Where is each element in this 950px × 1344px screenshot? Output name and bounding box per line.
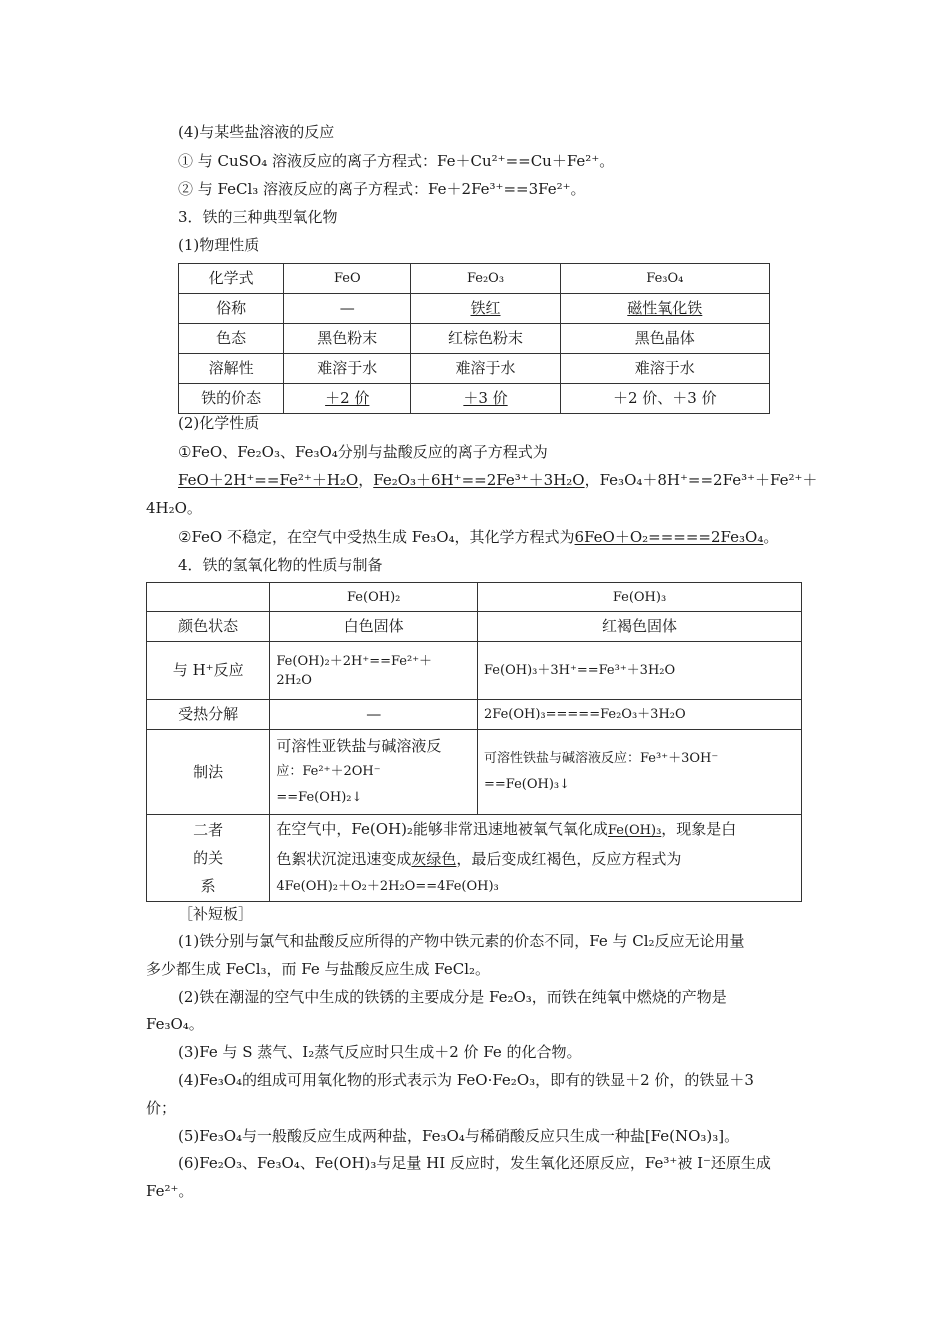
table-cell: 与 H⁺反应	[147, 642, 270, 700]
cell-line	[276, 845, 795, 873]
table-row	[147, 815, 802, 902]
cell-line: 可溶性铁盐与碱溶液反应：Fe³⁺＋3OH⁻	[484, 751, 719, 766]
table-row	[147, 700, 802, 730]
text: 在空气中，Fe(OH)₂能够非常迅速地被氧气氧化成	[276, 820, 608, 838]
subsection-heading: (1)物理性质	[178, 236, 260, 254]
table-cell	[478, 730, 802, 815]
text: ②FeO 不稳定，在空气中受热生成 Fe₃O₄，其化学方程式为	[178, 528, 575, 546]
table-cell: 难溶于水	[411, 354, 560, 384]
paragraph: (4)Fe₃O₄的组成可用氧化物的形式表示为 FeO·Fe₂O₃，即有的铁显＋2 价，的铁显＋3	[178, 1071, 754, 1089]
table-cell: —	[270, 700, 478, 730]
equation: ，Fe₃O₄＋8H⁺==2Fe³⁺＋Fe²⁺＋	[584, 471, 818, 489]
table-cell: 颜色状态	[147, 612, 270, 642]
table-cell: 制法	[147, 730, 270, 815]
equation-line	[178, 470, 817, 490]
table-cell	[270, 815, 802, 902]
table-cell: 白色固体	[270, 612, 478, 642]
table-cell: Fe₃O₄	[560, 264, 769, 294]
table-cell: ＋2 价、＋3 价	[560, 384, 769, 414]
separator: ，	[358, 471, 374, 489]
table-cell: 受热分解	[147, 700, 270, 730]
table-cell: 红棕色粉末	[411, 324, 560, 354]
table-cell	[270, 730, 478, 815]
punctuation: 。	[763, 528, 779, 546]
supplement-heading: ［补短板］	[178, 905, 254, 923]
oxide-properties-table	[178, 263, 770, 414]
cell-line: 2H₂O	[276, 672, 312, 688]
table-row	[179, 324, 770, 354]
section-heading: 3．铁的三种典型氧化物	[178, 208, 338, 226]
paragraph: ② 与 FeCl₃ 溶液反应的离子方程式：Fe＋2Fe³⁺==3Fe²⁺。	[178, 180, 586, 198]
table-row	[147, 730, 802, 815]
table-row	[147, 583, 802, 612]
cell-line	[276, 815, 795, 845]
table-cell: FeO	[284, 264, 411, 294]
equation: FeO＋2H⁺==Fe²⁺＋H₂O	[178, 471, 359, 489]
table-cell: 红褐色固体	[478, 612, 802, 642]
table-row	[147, 642, 802, 700]
cell-line: Fe(OH)₂＋2H⁺==Fe²⁺＋	[276, 653, 433, 669]
equation-continuation: 4H₂O。	[146, 499, 202, 517]
table-cell: 磁性氧化铁	[560, 294, 769, 324]
equation: Fe₂O₃＋6H⁺==2Fe³⁺＋3H₂O	[373, 471, 585, 489]
table-cell: 铁红	[411, 294, 560, 324]
paragraph: (3)Fe 与 S 蒸气、I₂蒸气反应时只生成＋2 价 Fe 的化合物。	[178, 1043, 582, 1061]
table-cell: 铁的价态	[179, 384, 284, 414]
table-cell: —	[284, 294, 411, 324]
cell-line: 二者	[193, 821, 224, 839]
paragraph	[178, 527, 778, 547]
paragraph: Fe₃O₄。	[146, 1015, 204, 1033]
hydroxide-properties-table	[146, 582, 802, 902]
section-heading: (4)与某些盐溶液的反应	[178, 123, 335, 141]
cell-line: 应：Fe²⁺＋2OH⁻	[276, 764, 381, 779]
text: 灰绿色	[411, 850, 457, 868]
table-cell: 难溶于水	[560, 354, 769, 384]
text: ，现象是白	[661, 820, 737, 838]
table-cell	[270, 642, 478, 700]
table-row	[147, 612, 802, 642]
table-cell: 色态	[179, 324, 284, 354]
equation: 6FeO＋O₂=====2Fe₃O₄	[574, 528, 764, 546]
table-cell: 化学式	[179, 264, 284, 294]
paragraph: ①FeO、Fe₂O₃、Fe₃O₄分别与盐酸反应的离子方程式为	[178, 443, 548, 461]
text: 色絮状沉淀迅速变成	[276, 850, 412, 868]
paragraph: (2)铁在潮湿的空气中生成的铁锈的主要成分是 Fe₂O₃，而铁在纯氧中燃烧的产物是	[178, 988, 727, 1006]
table-row	[179, 384, 770, 414]
section-heading: 4．铁的氢氧化物的性质与制备	[178, 556, 383, 574]
text: Fe(OH)₃	[607, 823, 662, 838]
paragraph: Fe²⁺。	[146, 1182, 194, 1200]
table-cell: Fe₂O₃	[411, 264, 560, 294]
table-cell: 溶解性	[179, 354, 284, 384]
table-cell: 难溶于水	[284, 354, 411, 384]
cell-line: 4Fe(OH)₂＋O₂＋2H₂O==4Fe(OH)₃	[276, 879, 499, 894]
text: ，最后变成红褐色，反应方程式为	[456, 850, 682, 868]
cell-line: ==Fe(OH)₃↓	[484, 777, 571, 792]
table-row	[179, 264, 770, 294]
table-cell: ＋3 价	[411, 384, 560, 414]
paragraph: (5)Fe₃O₄与一般酸反应生成两种盐，Fe₃O₄与稀硝酸反应只生成一种盐[Fe(NO₃)₃]。	[178, 1127, 740, 1145]
paragraph: 价；	[146, 1099, 177, 1117]
paragraph: (1)铁分别与氯气和盐酸反应所得的产物中铁元素的价态不同，Fe 与 Cl₂反应无论用量	[178, 932, 745, 950]
table-cell: ＋2 价	[284, 384, 411, 414]
table-cell: 俗称	[179, 294, 284, 324]
subsection-heading: (2)化学性质	[178, 414, 260, 432]
table-cell: Fe(OH)₃＋3H⁺==Fe³⁺＋3H₂O	[478, 642, 802, 700]
table-cell	[147, 815, 270, 902]
table-row	[179, 354, 770, 384]
table-row	[179, 294, 770, 324]
table-cell: Fe(OH)₃	[478, 583, 802, 612]
table-cell: 2Fe(OH)₃=====Fe₂O₃＋3H₂O	[478, 700, 802, 730]
paragraph: (6)Fe₂O₃、Fe₃O₄、Fe(OH)₃与足量 HI 反应时，发生氧化还原反应，Fe³⁺被 I⁻还原生成	[178, 1154, 771, 1172]
paragraph: 多少都生成 FeCl₃，而 Fe 与盐酸反应生成 FeCl₂。	[146, 960, 491, 978]
cell-line: 的关	[193, 849, 224, 867]
paragraph: ① 与 CuSO₄ 溶液反应的离子方程式：Fe＋Cu²⁺==Cu＋Fe²⁺。	[178, 152, 615, 170]
cell-line: 可溶性亚铁盐与碱溶液反	[276, 737, 442, 755]
table-cell: Fe(OH)₂	[270, 583, 478, 612]
table-cell	[147, 583, 270, 612]
cell-line: ==Fe(OH)₂↓	[276, 790, 363, 805]
table-cell: 黑色粉末	[284, 324, 411, 354]
cell-line: 系	[200, 877, 216, 895]
table-cell: 黑色晶体	[560, 324, 769, 354]
